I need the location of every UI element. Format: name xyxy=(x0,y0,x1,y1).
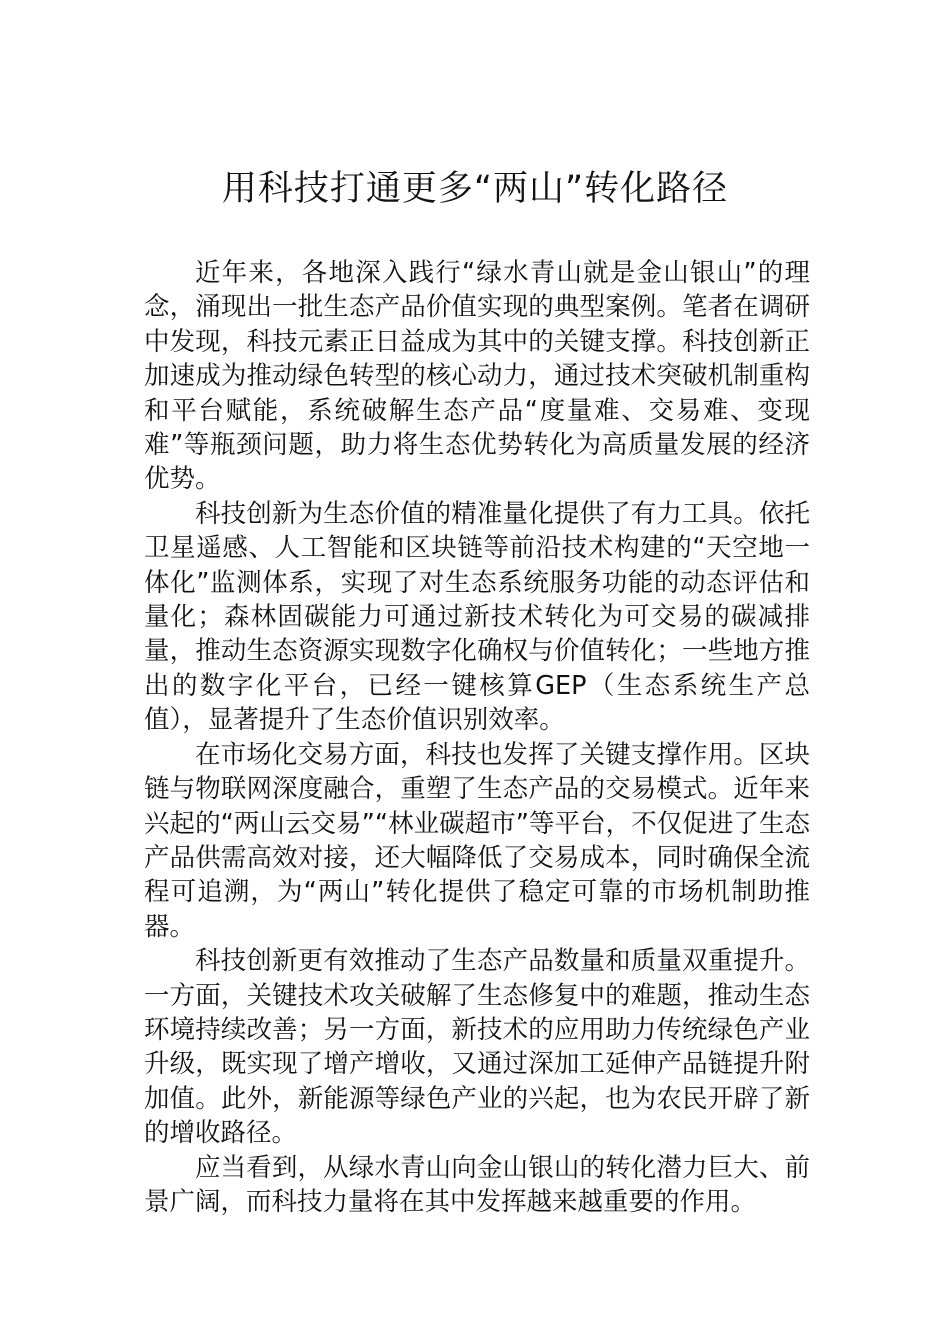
paragraph-1: 近年来，各地深入践行“绿水青山就是金山银山”的理念，涌现出一批生态产品价值实现的典型案例。笔者在调研中发现，科技元素正日益成为其中的关键支撑。科技创新正加速成为推动绿色转型的核心动力，通过技术突破机制重构和平台赋能，系统破解生态产品“度量难、交易难、变现难”等瓶颈问题，助力将生态优势转化为高质量发展的经济优势。 xyxy=(144,258,810,495)
paragraph-3: 在市场化交易方面，科技也发挥了关键支撑作用。区块链与物联网深度融合，重塑了生态产品的交易模式。近年来兴起的“两山云交易”“林业碳超市”等平台，不仅促进了生态产品供需高效对接，还大幅降低了交易成本，同时确保全流程可追溯，为“两山”转化提供了稳定可靠的市场机制助推器。 xyxy=(144,739,810,942)
article-title: 用科技打通更多“两山”转化路径 xyxy=(221,169,729,209)
paragraph-5: 应当看到，从绿水青山向金山银山的转化潜力巨大、前景广阔，而科技力量将在其中发挥越来越重要的作用。 xyxy=(144,1152,810,1217)
paragraph-2: 科技创新为生态价值的精准量化提供了有力工具。依托卫星遥感、人工智能和区块链等前沿技术构建的“天空地一体化”监测体系，实现了对生态系统服务功能的动态评估和量化；森林固碳能力可通过新技术转化为可交易的碳减排量，推动生态资源实现数字化确权与价值转化；一些地方推出的数字化平台，已经一键核算GEP（生态系统生产总值），显著提升了生态价值识别效率。 xyxy=(144,498,810,736)
paragraph-4: 科技创新更有效推动了生态产品数量和质量双重提升。一方面，关键技术攻关破解了生态修复中的难题，推动生态环境持续改善；另一方面，新技术的应用助力传统绿色产业升级，既实现了增产增收，又通过深加工延伸产品链提升附加值。此外，新能源等绿色产业的兴起，也为农民开辟了新的增收路径。 xyxy=(144,946,810,1149)
article-body xyxy=(144,256,810,1219)
